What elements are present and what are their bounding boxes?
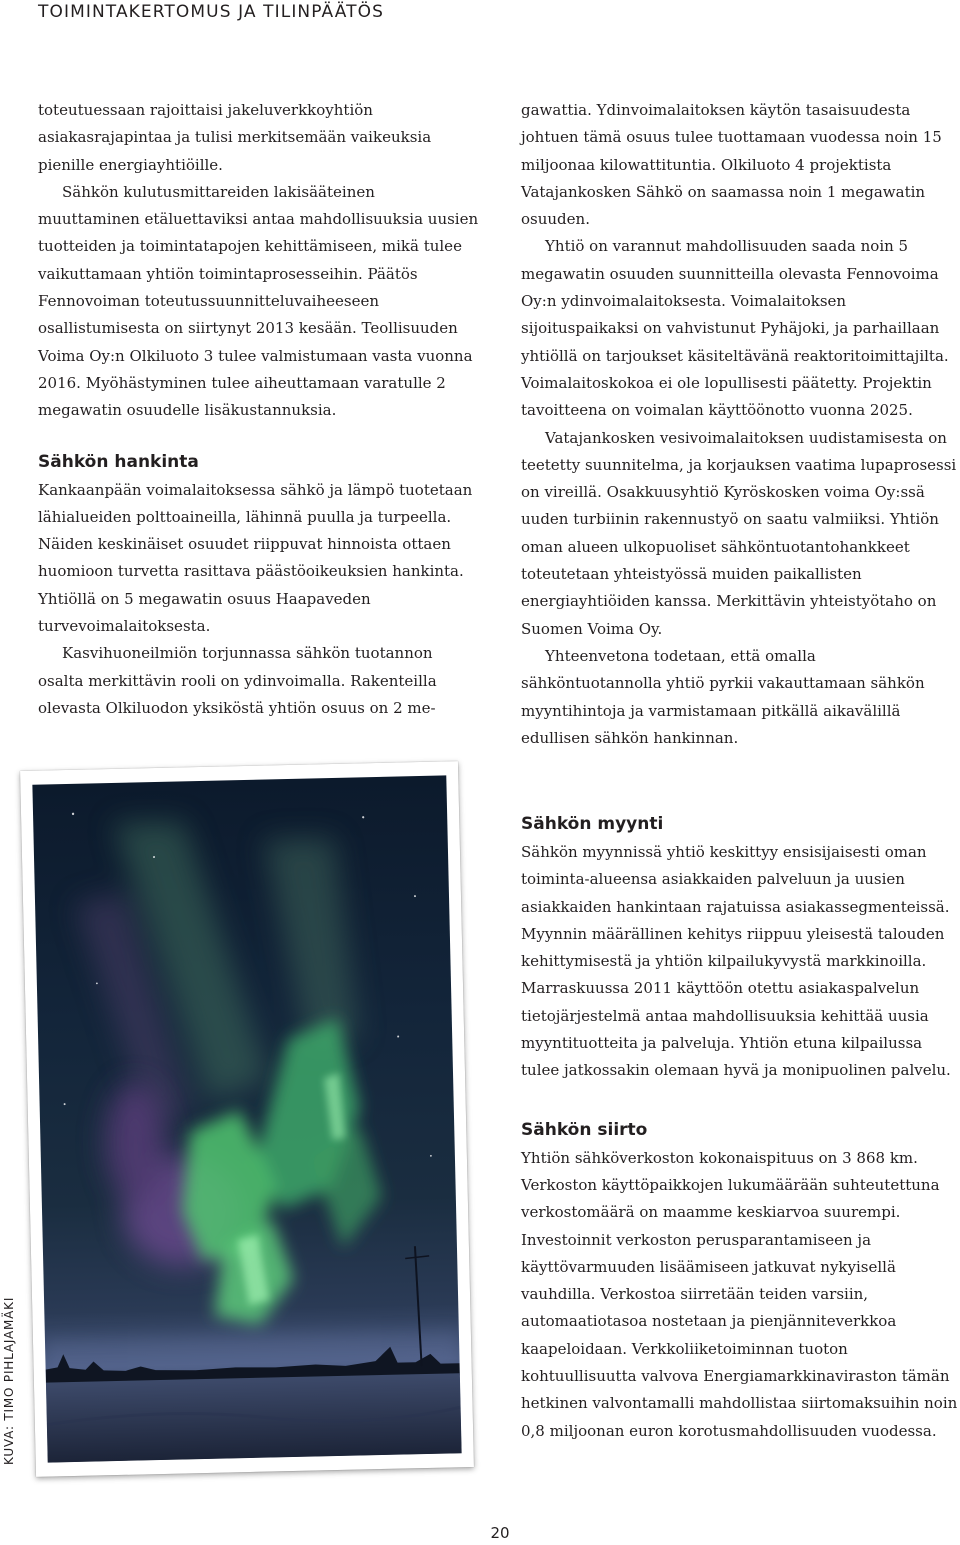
right-column-bottom	[521, 809, 960, 1445]
paragraph: Kankaanpään voimalaitoksessa sähkö ja lämpö tuotetaan lähialueiden polttoaineilla, lähinnä puulla ja turpeella. Näiden keskinäiset osuudet riippuvat hinnoista ottaen huomioon turvetta rasittava päästöoikeuksien hankinta. Yhtiöllä on 5 megawatin osuus Haapaveden turvevoimalaitoksesta.	[38, 480, 473, 636]
paragraph: gawattia. Ydinvoimalaitoksen käytön tasaisuudesta johtuen tämä osuus tulee tuottamaan vuodessa noin 15 miljoonaa kilowattituntia. Olkiluoto 4 projektista Vatajankosken Sähkö on saamassa noin 1 megawatin osuuden.	[521, 101, 942, 229]
paragraph: Sähkön myynnissä yhtiö keskittyy ensisijaisesti oman toiminta-alueensa asiakkaiden palveluun ja uusien asiakkaiden hankintaan rajatuissa asiakassegmenteissä. Myynnin määrällinen kehitys riippuu yleisestä talouden kehittymisestä ja yhtiön kilpailukyvystä markkinoilla. Marraskuussa 2011 käyttöön otettu asiakaspalvelun tietojärjestelmä antaa mahdollisuuksia kehittää uusia myyntituotteita ja palveluja. Yhtiön etuna kilpailussa tulee jatkossakin olemaan hyvä ja monipuolinen palvelu.	[521, 843, 951, 1080]
aurora-illustration	[32, 775, 461, 1462]
paragraph: Vatajankosken vesivoimalaitoksen uudistamisesta on teetetty suunnitelma, ja korjauksen vaatima lupaprosessi on vireillä. Osakkuusyhtiö Kyröskosken voima Oy:ssä uuden turbiinin rakennustyö on saatu valmiiksi. Yhtiön oman alueen ulkopuoliset sähköntuotantohankkeet toteutetaan yhteistyössä muiden paikallisten energiayhtiöiden kanssa. Merkittävin yhteistyötaho on Suomen Voima Oy.	[521, 428, 957, 638]
page-number: 20	[490, 1524, 510, 1542]
section-heading-siirto: Sähkön siirto	[521, 1119, 648, 1140]
photo-frame	[20, 761, 474, 1477]
aurora-borealis-photo	[32, 775, 461, 1462]
running-header: TOIMINTAKERTOMUS JA TILINPÄÄTÖS	[38, 2, 384, 22]
right-column-top	[521, 97, 960, 752]
section-heading-hankinta: Sähkön hankinta	[38, 451, 199, 472]
paragraph: Yhteenvetona todetaan, että omalla sähköntuotannolla yhtiö pyrkii vakauttamaan sähkön myyntihintoja ja varmistamaan pitkällä aikavälillä edullisen sähkön hankinnan.	[521, 646, 925, 747]
paragraph: Yhtiö on varannut mahdollisuuden saada noin 5 megawatin osuuden suunnitteilla olevasta Fennovoima Oy:n ydinvoimalaitoksesta. Voimalaitoksen sijoituspaikaksi on vahvistunut Pyhäjoki, ja parhaillaan yhtiöllä on tarjoukset käsiteltävänä reaktoritoimittajilta. Voimalaitoskokoa ei ole lopullisesti päätetty. Projektin tavoitteena on voimalan käyttöönotto vuonna 2025.	[521, 237, 949, 420]
paragraph: toteutuessaan rajoittaisi jakeluverkkoyhtiön asiakasrajapintaa ja tulisi merkitsemään vaikeuksia pienille energiayhtiöille.	[38, 101, 432, 174]
paragraph: Sähkön kulutusmittareiden lakisääteinen muuttaminen etäluettaviksi antaa mahdollisuuksia uusien tuotteiden ja toimintatapojen kehittämiseen, mikä tulee vaikuttamaan yhtiön toimintaprosesseihin. Päätös Fennovoiman toteutussuunnitteluvaiheeseen osallistumisesta on siirtynyt 2013 kesään. Teollisuuden Voima Oy:n Olkiluoto 3 tulee valmistumaan vasta vuonna 2016. Myöhästyminen tulee aiheuttamaan varatulle 2 megawatin osuudelle lisäkustannuksia.	[38, 182, 479, 420]
paragraph: Kasvihuoneilmiön torjunnassa sähkön tuotannon osalta merkittävin rooli on ydinvoimalla. Rakenteilla olevasta Olkiluodon yksiköstä yhtiön osuus on 2 me-	[38, 644, 437, 717]
photo-credit: KUVA: TIMO PIHLAJAMÄKI	[2, 1296, 16, 1465]
left-column	[38, 97, 480, 722]
section-heading-myynti: Sähkön myynti	[521, 814, 664, 834]
paragraph: Yhtiön sähköverkoston kokonaispituus on 3 868 km. Verkoston käyttöpaikkojen lukumäärään suhteutettuna verkostomäärä on maamme keskiarvoa suurempi. Investoinnit verkoston perusparantamiseen ja käyttövarmuuden lisäämiseen jatkuvat nykyisellä vauhdilla. Verkostoa siirretään teiden varsiin, automaatiotasoa nostetaan ja pienjänniteverkkoa kaapeloidaan. Verkkoliiketoiminnan tuoton kohtuullisuutta valvova Energiamarkkinaviraston tämän hetkinen valvontamalli mahdollistaa siirtomaksuihin noin 0,8 miljoonan euron korotusmahdollisuuden vuodessa.	[521, 1148, 958, 1440]
